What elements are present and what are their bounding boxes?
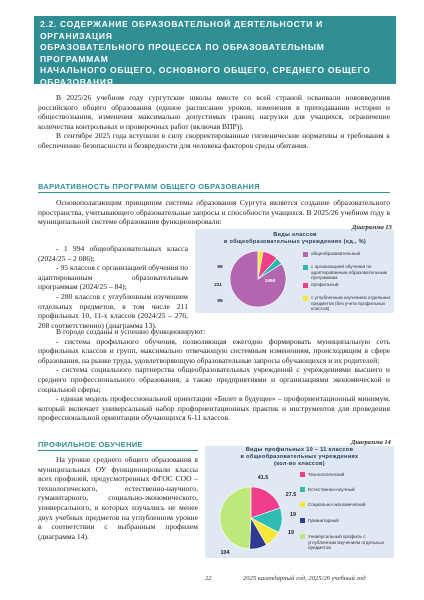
intro-text [38, 93, 390, 151]
diagram-13-pie [214, 251, 286, 307]
diagram-13-title-2: в общеобразовательных учреждениях (ед., %) [223, 239, 367, 245]
diagram-14-pie [220, 475, 296, 556]
chapter-header [34, 16, 396, 87]
list-item-general-classes: - 1 994 общеобразовательных класса (2024/25 – 2 086); [38, 244, 188, 263]
diagram-14-title-1: Виды профильных 10 – 11 классов [245, 447, 354, 453]
pie-data-label-2: 19 [290, 512, 296, 518]
legend13-label-general: общеобразовательный [311, 251, 361, 256]
pie-slice-4 [220, 487, 251, 549]
section-divider [38, 192, 390, 193]
legend13-label-adapted: с организацией обучения по адаптированным образовательным программам [311, 264, 388, 281]
diagram-14-label: Диаграмма 14 [351, 439, 391, 446]
section1-paragraph-3: - система профильного обучения, позволяющая ежегодно формировать муниципальную сеть профильных классов и групп, максимально отвечающую системным изменениям, происходящим в сфере образования, на рынке труда, удовлетворяющую образовательные запросы обучающихся и их родителей; [38, 336, 390, 365]
list-item-adapted-classes: - 95 классов с организацией обучения по адаптированным образовательным программам (2024/25 – 84); [38, 263, 188, 292]
section1-paragraph-5: - единая модель профессиональной ориентации «Билет в будущее» – профориентационный минимум, который включает универсальный набор профориентационных практик и инструментов для проведения профессиональной ориентации обучающихся 6-11 классов. [38, 394, 390, 423]
header-line-3: НАЧАЛЬНОГО ОБЩЕГО, ОСНОВНОГО ОБЩЕГО, СРЕДНЕГО ОБЩЕГО [40, 65, 371, 75]
legend14-label-technological: Технологический [308, 472, 345, 477]
section2-divider [38, 450, 198, 451]
diagram-14-chart [205, 470, 297, 558]
legend14-label-humanities: Гуманитарный [308, 518, 339, 523]
pie-data-label-4: 104 [220, 550, 230, 556]
legend14-swatch-socio-economic [300, 502, 305, 507]
intro-paragraph-1: В 2025/26 учебном году сургутские школы вместе со всей страной осваивали нововведения российского общего образования (единое расписание уроков, изменения в преподавании истории и обществознания, изменения максимально допустимых границ нагрузки для учащихся, ограничение количества контрольных и проверочных работ (включая ВПР)). [38, 93, 390, 131]
diagram-13-legend [303, 251, 393, 311]
legend14-swatch-universal [300, 534, 305, 539]
list-item-advanced-classes: - 280 классов с углубленным изучением отдельных предметов, в том числе 211 профильных 10, 11-х классов (2024/25 – 276, 208 соответственно) (диаграмма 13). [38, 291, 188, 330]
diagram-14-title-2: в общеобразовательных учреждениях [240, 454, 359, 460]
legend14-label-science: Естественно-научный [308, 487, 355, 492]
legend14-swatch-science [300, 487, 305, 492]
legend13-swatch-adapted [303, 265, 308, 270]
pie-data-label-3: 69 [217, 265, 223, 270]
diagram-13-title [210, 232, 380, 246]
section2-paragraph-1: На уровне среднего общего образования в муниципальных ОУ функционировали классы всех профилей, предусмотренных ФГОС СОО – технологического, естественно-научного, гуманитарного, социально-экономического, универсального, в которых изучались не менее двух учебных предметов на углубленном уровне в соответствии с выбранным профилем (диаграмма 14). [38, 455, 198, 541]
pie-data-label-0: 41.5 [257, 475, 269, 481]
footer-text: 2025 календарный год, 2025/26 учебный год [243, 575, 366, 582]
pie-data-label-2: 211 [214, 283, 222, 288]
legend13-swatch-profile [303, 283, 308, 288]
pie-data-label-3: 19 [288, 530, 294, 536]
intro-paragraph-2: В сентябре 2025 года вступили в силу скорректированные гигиенические нормативы и требования к обеспечению безопасности и безвредности для человека факторов среды обитания. [38, 131, 390, 150]
section2-text [38, 455, 198, 541]
pie-data-label-1: 95 [217, 299, 223, 304]
legend13-swatch-advanced [303, 296, 308, 301]
legend13-label-advanced: с углубленным изучением отдельных предметов (без учета профильных классов) [311, 295, 391, 312]
section1-p1-text: Основополагающим принципом системы образования Сургута является создание образовательного пространства, учитывающего образовательные запросы и способности учащихся. В 2025/26 учебном году в муниципальной системе образования функционировали: [38, 198, 390, 227]
legend14-swatch-humanities [300, 518, 305, 523]
diagram-13-title-1: Виды классов [273, 232, 317, 238]
legend14-swatch-technological [300, 472, 305, 477]
legend13-label-profile: профильный [311, 282, 339, 287]
section1-paragraph-2: В городе созданы и успешно функционируют: [56, 327, 206, 336]
section1-paragraph-1-cont [38, 218, 203, 232]
section1-paragraph-4: - система социального партнерства общеобразовательных учреждений с учреждениями высшего и среднего профессионального образования, а также предприятиями и организациями экономической и социальной сферы; [38, 365, 390, 394]
pie-data-label-1: 27.5 [285, 492, 297, 498]
diagram-14-legend [300, 470, 392, 556]
section1-continuation [38, 327, 390, 423]
section-title-profile-education: ПРОФИЛЬНОЕ ОБУЧЕНИЕ [38, 440, 143, 449]
section-title-variability: ВАРИАТИВНОСТЬ ПРОГРАММ ОБЩЕГО ОБРАЗОВАНИЯ [38, 182, 260, 191]
legend13-swatch-general [303, 252, 308, 257]
section1-paragraph-1 [38, 198, 390, 227]
header-line-1: 2.2. СОДЕРЖАНИЕ ОБРАЗОВАТЕЛЬНОЙ ДЕЯТЕЛЬНОСТИ И ОРГАНИЗАЦИЯ [40, 19, 323, 41]
diagram-14-title [212, 447, 387, 468]
section1-list [38, 244, 188, 330]
header-line-4: ОБРАЗОВАНИЯ [40, 76, 114, 87]
diagram-14-title-3: (кол-во классов) [274, 461, 325, 467]
legend14-label-universal: Универсальный профиль с углубленным изучением отдельных предметов [308, 534, 385, 551]
page-number: 22 [205, 575, 212, 582]
pie-data-label-0: 1994 [264, 279, 276, 284]
legend14-label-socio-economic: Социально-экономический [308, 502, 366, 507]
header-line-2: ОБРАЗОВАТЕЛЬНОГО ПРОЦЕССА ПО ОБРАЗОВАТЕЛЬНЫМ ПРОГРАММАМ [40, 42, 325, 64]
diagram-13-chart [196, 246, 306, 312]
diagram-13-label: Диаграмма 13 [352, 224, 392, 231]
